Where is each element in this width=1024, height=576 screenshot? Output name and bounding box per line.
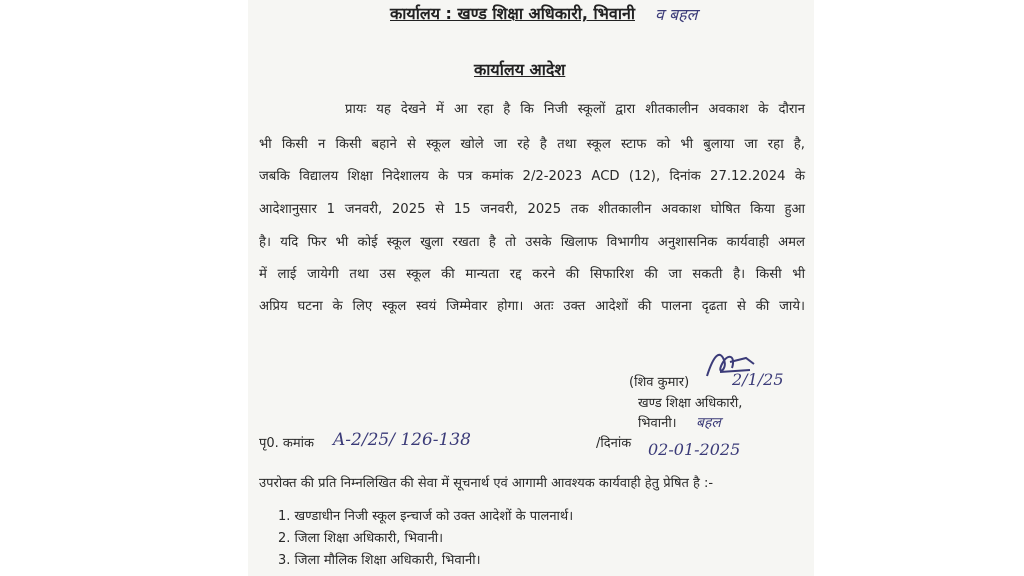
body-line-7: अप्रिय घटना के लिए स्कूल स्वयं जिम्मेवार होगा। अतः उक्त आदेशों की पालना दृढता से की जाये। bbox=[259, 299, 805, 314]
body-line-2: भी किसी न किसी बहाने से स्कूल खोले जा रहे है तथा स्कूल स्टाफ को भी बुलाया जा रहा है, bbox=[259, 137, 805, 152]
signature-date: 2/1/25 bbox=[732, 370, 784, 389]
memo-date-label: /दिनांक bbox=[596, 436, 632, 451]
body-line-3: जबकि विद्यालय शिक्षा निदेशालय के पत्र कमांक 2/2-2023 ACD (12), दिनांक 27.12.2024 के bbox=[259, 169, 805, 184]
header-handwritten-note: व बहल bbox=[655, 5, 698, 24]
signatory-place: भिवानी। bbox=[638, 416, 677, 431]
body-line-1: प्रायः यह देखने में आ रहा है कि निजी स्कूलों द्वारा शीतकालीन अवकाश के दौरान bbox=[345, 102, 805, 117]
document-title: कार्यालय आदेश bbox=[474, 60, 566, 79]
body-line-5: है। यदि फिर भी कोई स्कूल खुला रखता है तो उसके खिलाफ विभागीय अनुशासनिक कार्यवाही अमल bbox=[259, 235, 805, 250]
recipient-item-2: 2. जिला शिक्षा अधिकारी, भिवानी। bbox=[278, 531, 444, 546]
memo-number-label: पृ0. कमांक bbox=[259, 436, 315, 451]
signatory-designation: खण्ड शिक्षा अधिकारी, bbox=[638, 396, 743, 411]
memo-number: A-2/25/ 126-138 bbox=[333, 430, 471, 450]
signatory-name: (शिव कुमार) bbox=[629, 375, 690, 390]
memo-date: 02-01-2025 bbox=[648, 440, 741, 459]
recipient-item-1: 1. खण्डाधीन निजी स्कूल इन्चार्ज को उक्त आदेशों के पालनार्थ। bbox=[278, 509, 574, 524]
copy-forward-text: उपरोक्त की प्रति निम्नलिखित की सेवा में सूचनार्थ एवं आगामी आवश्यक कार्यवाही हेतु प्रेषित है :- bbox=[259, 476, 714, 491]
signatory-place-handwritten: बहल bbox=[696, 415, 721, 431]
body-line-6: में लाई जायेगी तथा उस स्कूल की मान्यता रद्द करने की सिफारिश की जा सकती है। किसी भी bbox=[259, 267, 805, 282]
office-header: कार्यालय : खण्ड शिक्षा अधिकारी, भिवानी bbox=[390, 4, 635, 23]
body-line-4: आदेशानुसार 1 जनवरी, 2025 से 15 जनवरी, 2025 तक शीतकालीन अवकाश घोषित किया हुआ bbox=[259, 202, 805, 217]
recipient-item-3: 3. जिला मौलिक शिक्षा अधिकारी, भिवानी। bbox=[278, 553, 481, 568]
